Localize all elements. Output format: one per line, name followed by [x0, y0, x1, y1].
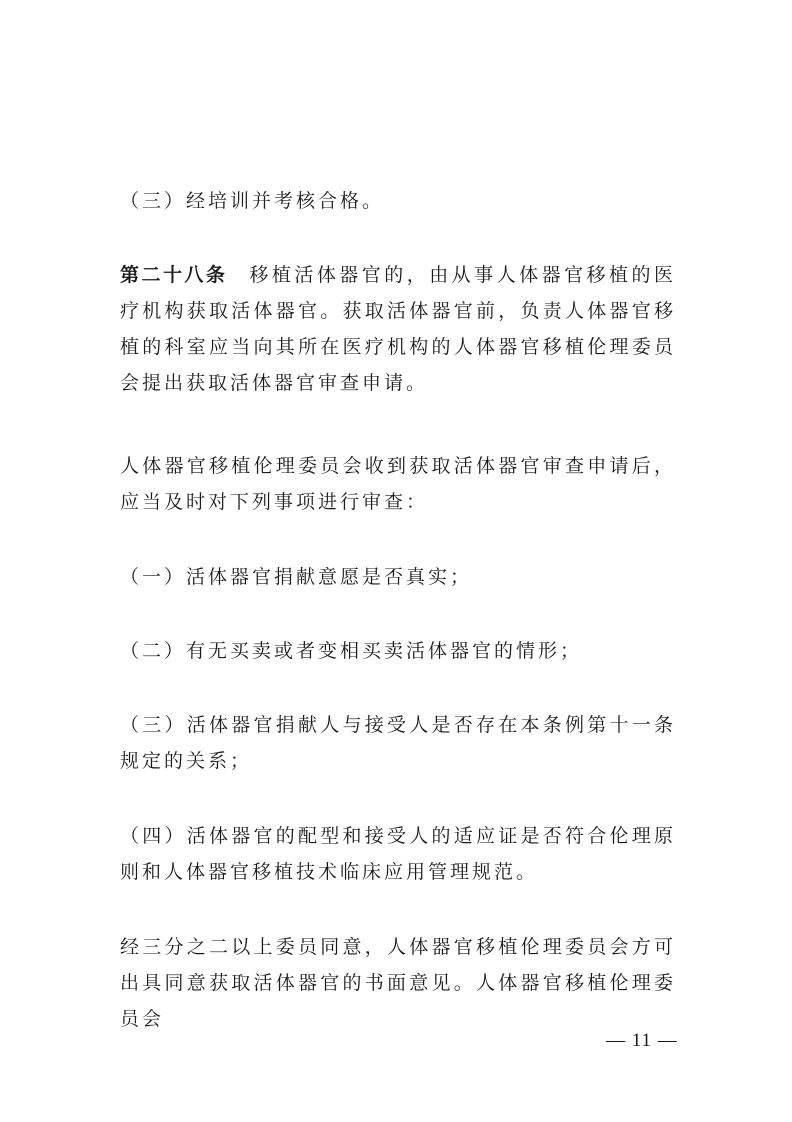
paragraph-review-item-4 [120, 818, 676, 890]
paragraph-text: 经三分之二以上委员同意，人体器官移植伦理委员会方可出具同意获取活体器官的书面意见。人体器官移植伦理委员会 [120, 936, 676, 1030]
paragraph-committee-approval [120, 929, 676, 1037]
paragraph-text: （二）有无买卖或者变相买卖活体器官的情形； [120, 640, 583, 662]
page-number: — 11 — [606, 1030, 678, 1051]
article-number: 第二十八条 [120, 264, 228, 286]
paragraph-review-intro [120, 448, 676, 520]
paragraph-text: （一）活体器官捐献意愿是否真实； [120, 566, 473, 588]
paragraph-text: 移植活体器官的，由从事人体器官移植的医疗机构获取活体器官。获取活体器官前，负责人体器官移植的科室应当向其所在医疗机构的人体器官移植伦理委员会提出获取活体器官审查申请。 [120, 264, 676, 394]
paragraph-text: （四）活体器官的配型和接受人的适应证是否符合伦理原则和人体器官移植技术临床应用管理规范。 [120, 825, 676, 883]
paragraph-article-28 [120, 257, 676, 401]
paragraph-text: 人体器官移植伦理委员会收到获取活体器官审查申请后，应当及时对下列事项进行审查： [120, 455, 676, 513]
paragraph-text: （三）活体器官捐献人与接受人是否存在本条例第十一条规定的关系； [120, 714, 676, 772]
paragraph-text: （三）经培训并考核合格。 [120, 190, 385, 212]
paragraph-item-3-training [120, 183, 676, 219]
paragraph-review-item-2 [120, 633, 676, 669]
paragraph-review-item-1 [120, 559, 676, 595]
paragraph-review-item-3 [120, 707, 676, 779]
